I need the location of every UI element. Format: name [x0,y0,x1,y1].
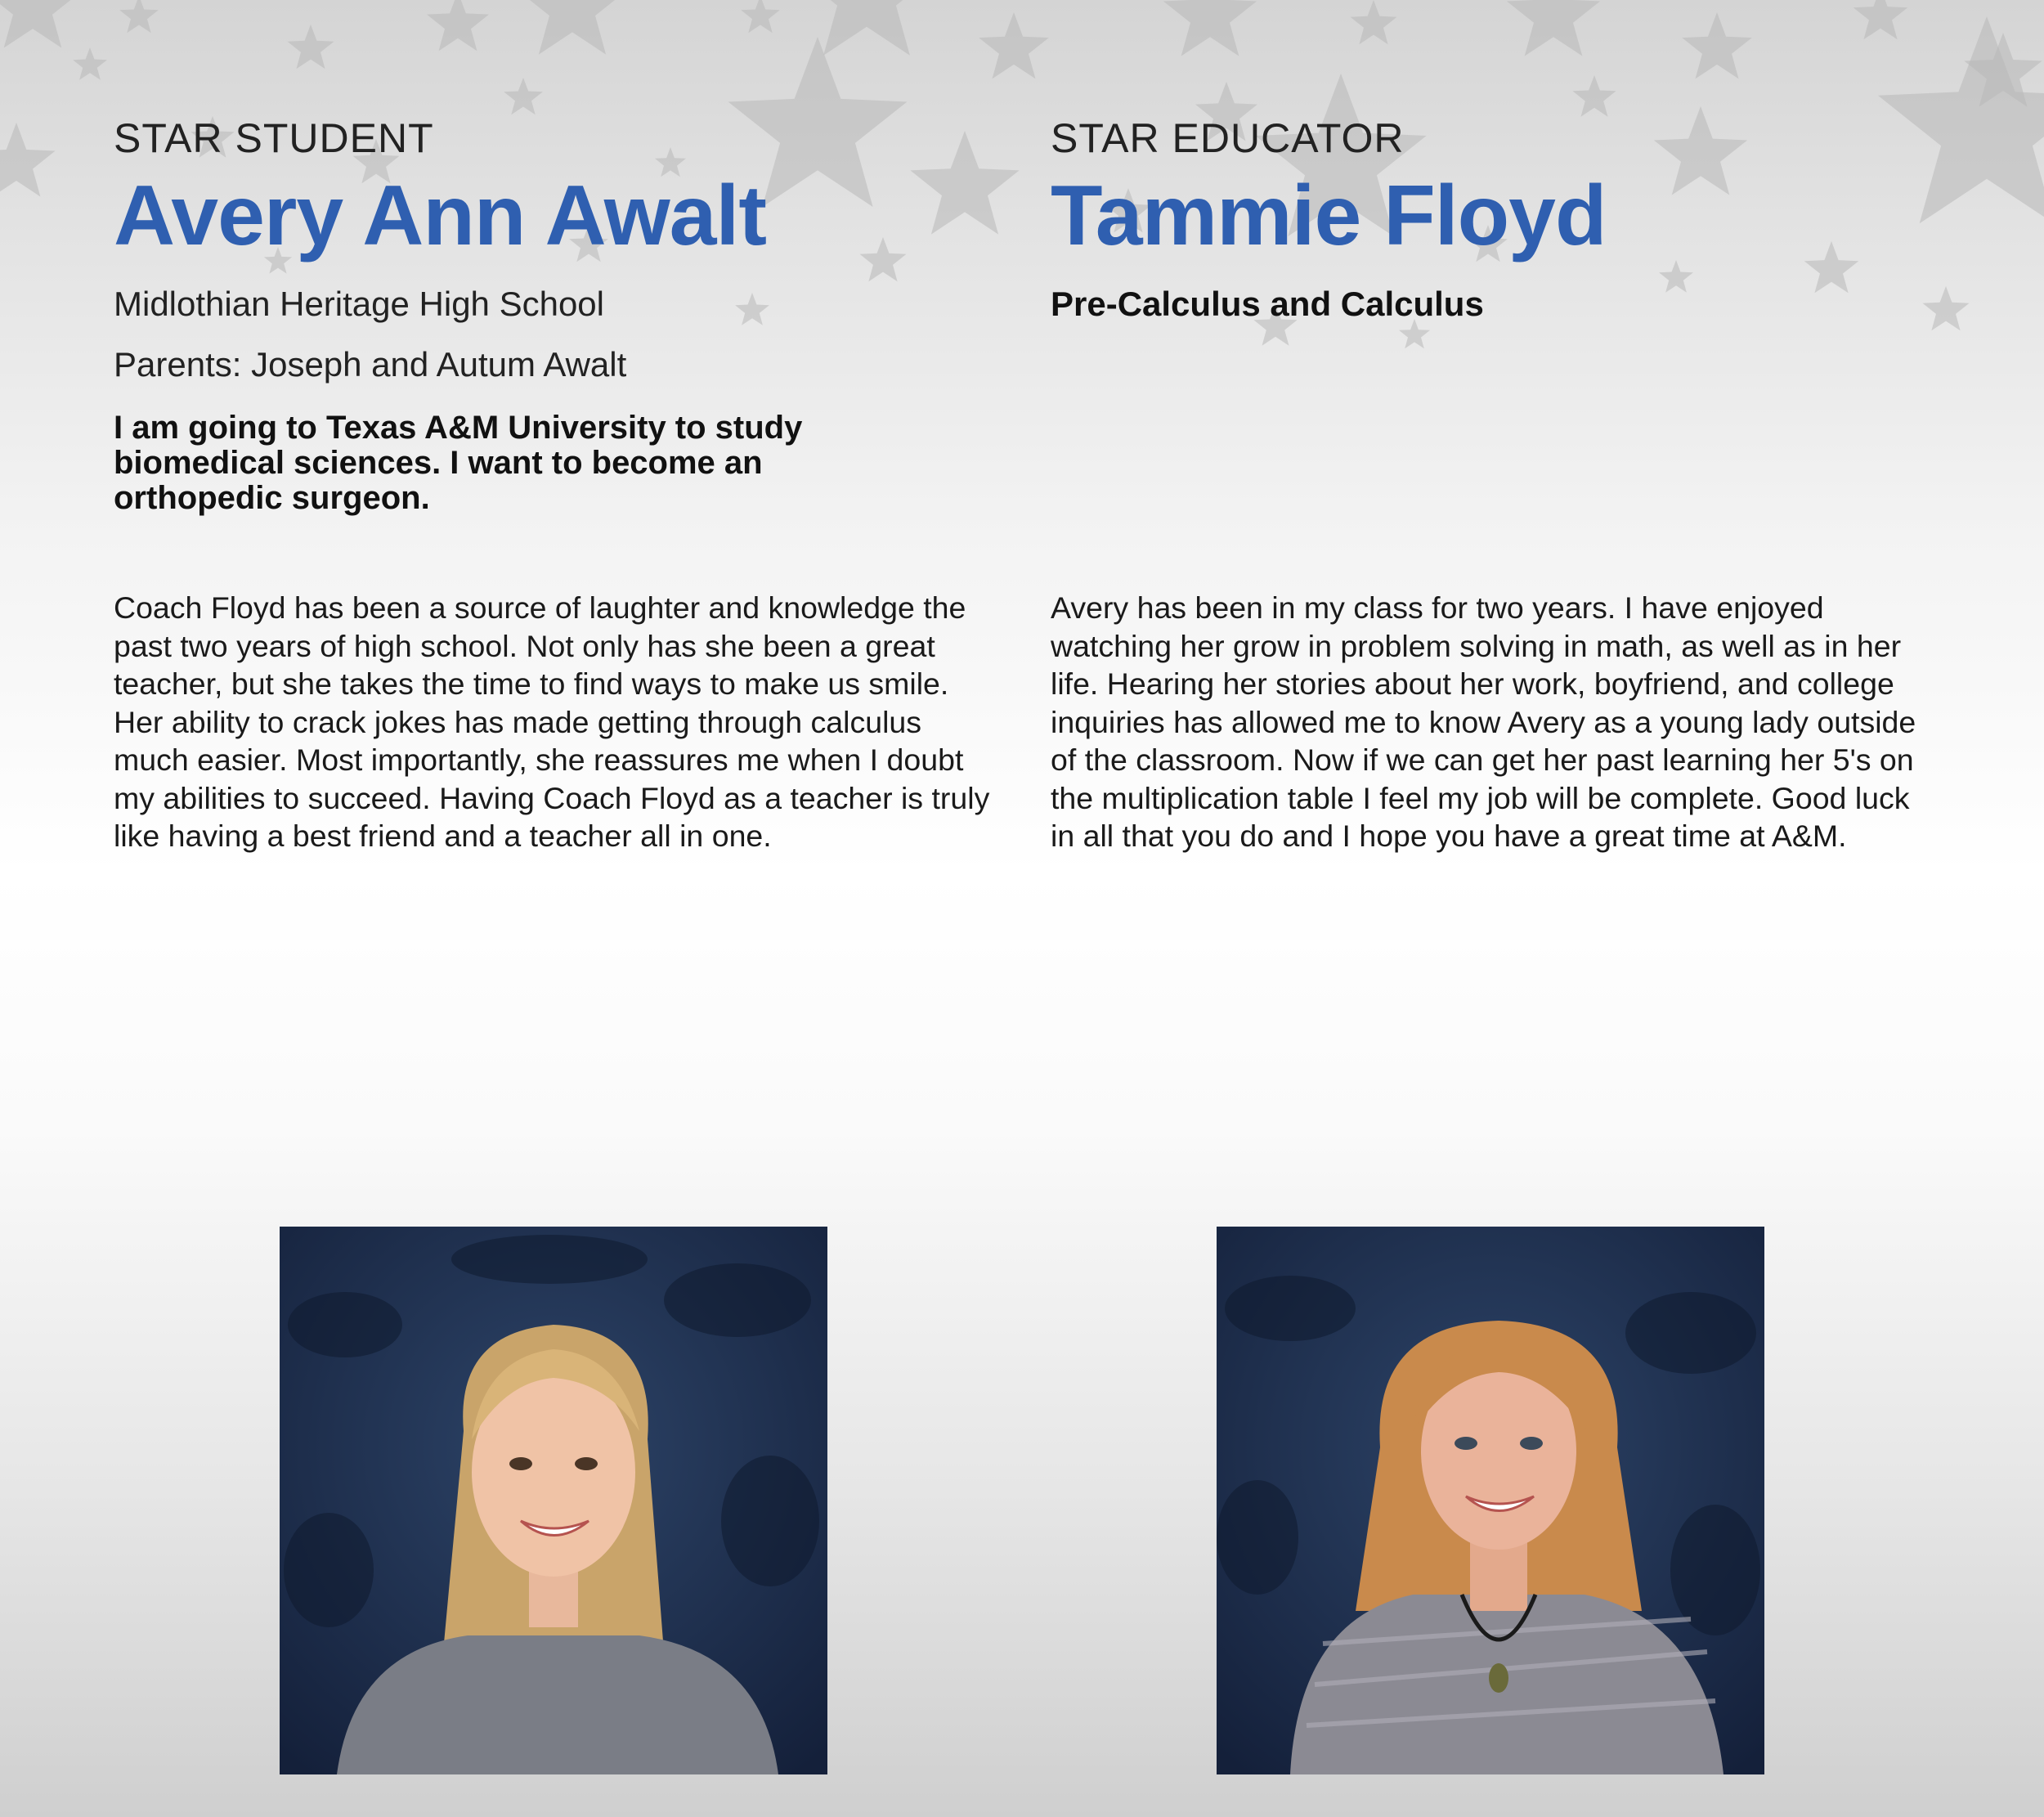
star-shape [1163,0,1257,56]
star-shape [504,78,543,114]
star-shape [1351,0,1397,44]
student-plans: I am going to Texas A&M University to study biomedical sciences. I want to become an orthopedic surgeon. [114,410,803,516]
star-shape [0,123,56,197]
student-school: Midlothian Heritage High School [114,285,604,323]
star-shape [1853,0,1908,39]
star-shape [1507,0,1600,56]
educator-tribute: Avery has been in my class for two years. I have enjoyed watching her grow in problem solving in math, as well as in her life. Hearing her stories about her work, boyfriend, and college inquiries has allowed me to know Avery as a young lady outside of the classroom. Now if we can get her past learning her 5's on the multiplication table I feel my job will be complete. Good luck in all that you do and I hope you have a great time at A&M. [1051,590,1916,853]
educator-name: Tammie Floyd [1051,168,1607,263]
student-section [114,113,1005,516]
student-name: Avery Ann Awalt [114,168,766,263]
educator-label: STAR EDUCATOR [1051,115,1405,161]
educator-section [1051,113,1942,327]
star-shape [427,0,489,51]
educator-subject: Pre-Calculus and Calculus [1051,285,1484,323]
star-shape [741,0,780,33]
star-shape [518,0,626,55]
star-shape [119,0,159,33]
star-shape [1572,75,1616,117]
star-shape [288,25,334,69]
star-shape [1682,12,1752,79]
star-shape [979,12,1049,79]
student-photo [280,1227,827,1774]
star-shape [73,47,107,80]
star-shape [0,0,79,48]
educator-photo [1217,1227,1764,1774]
student-label: STAR STUDENT [114,115,434,161]
student-tribute: Coach Floyd has been a source of laughter and knowledge the past two years of high school. Not only has she been a great teacher, but she takes the time to find ways to make us smile. Her ability to crack jokes has made getting through calculus much easier. Most importantly, she reassures me when I doubt my abilities to succeed. Having Coach Floyd as a teacher is truly like having a best friend and a teacher all in one. [114,590,990,853]
student-parents: Parents: Joseph and Autum Awalt [114,345,627,384]
